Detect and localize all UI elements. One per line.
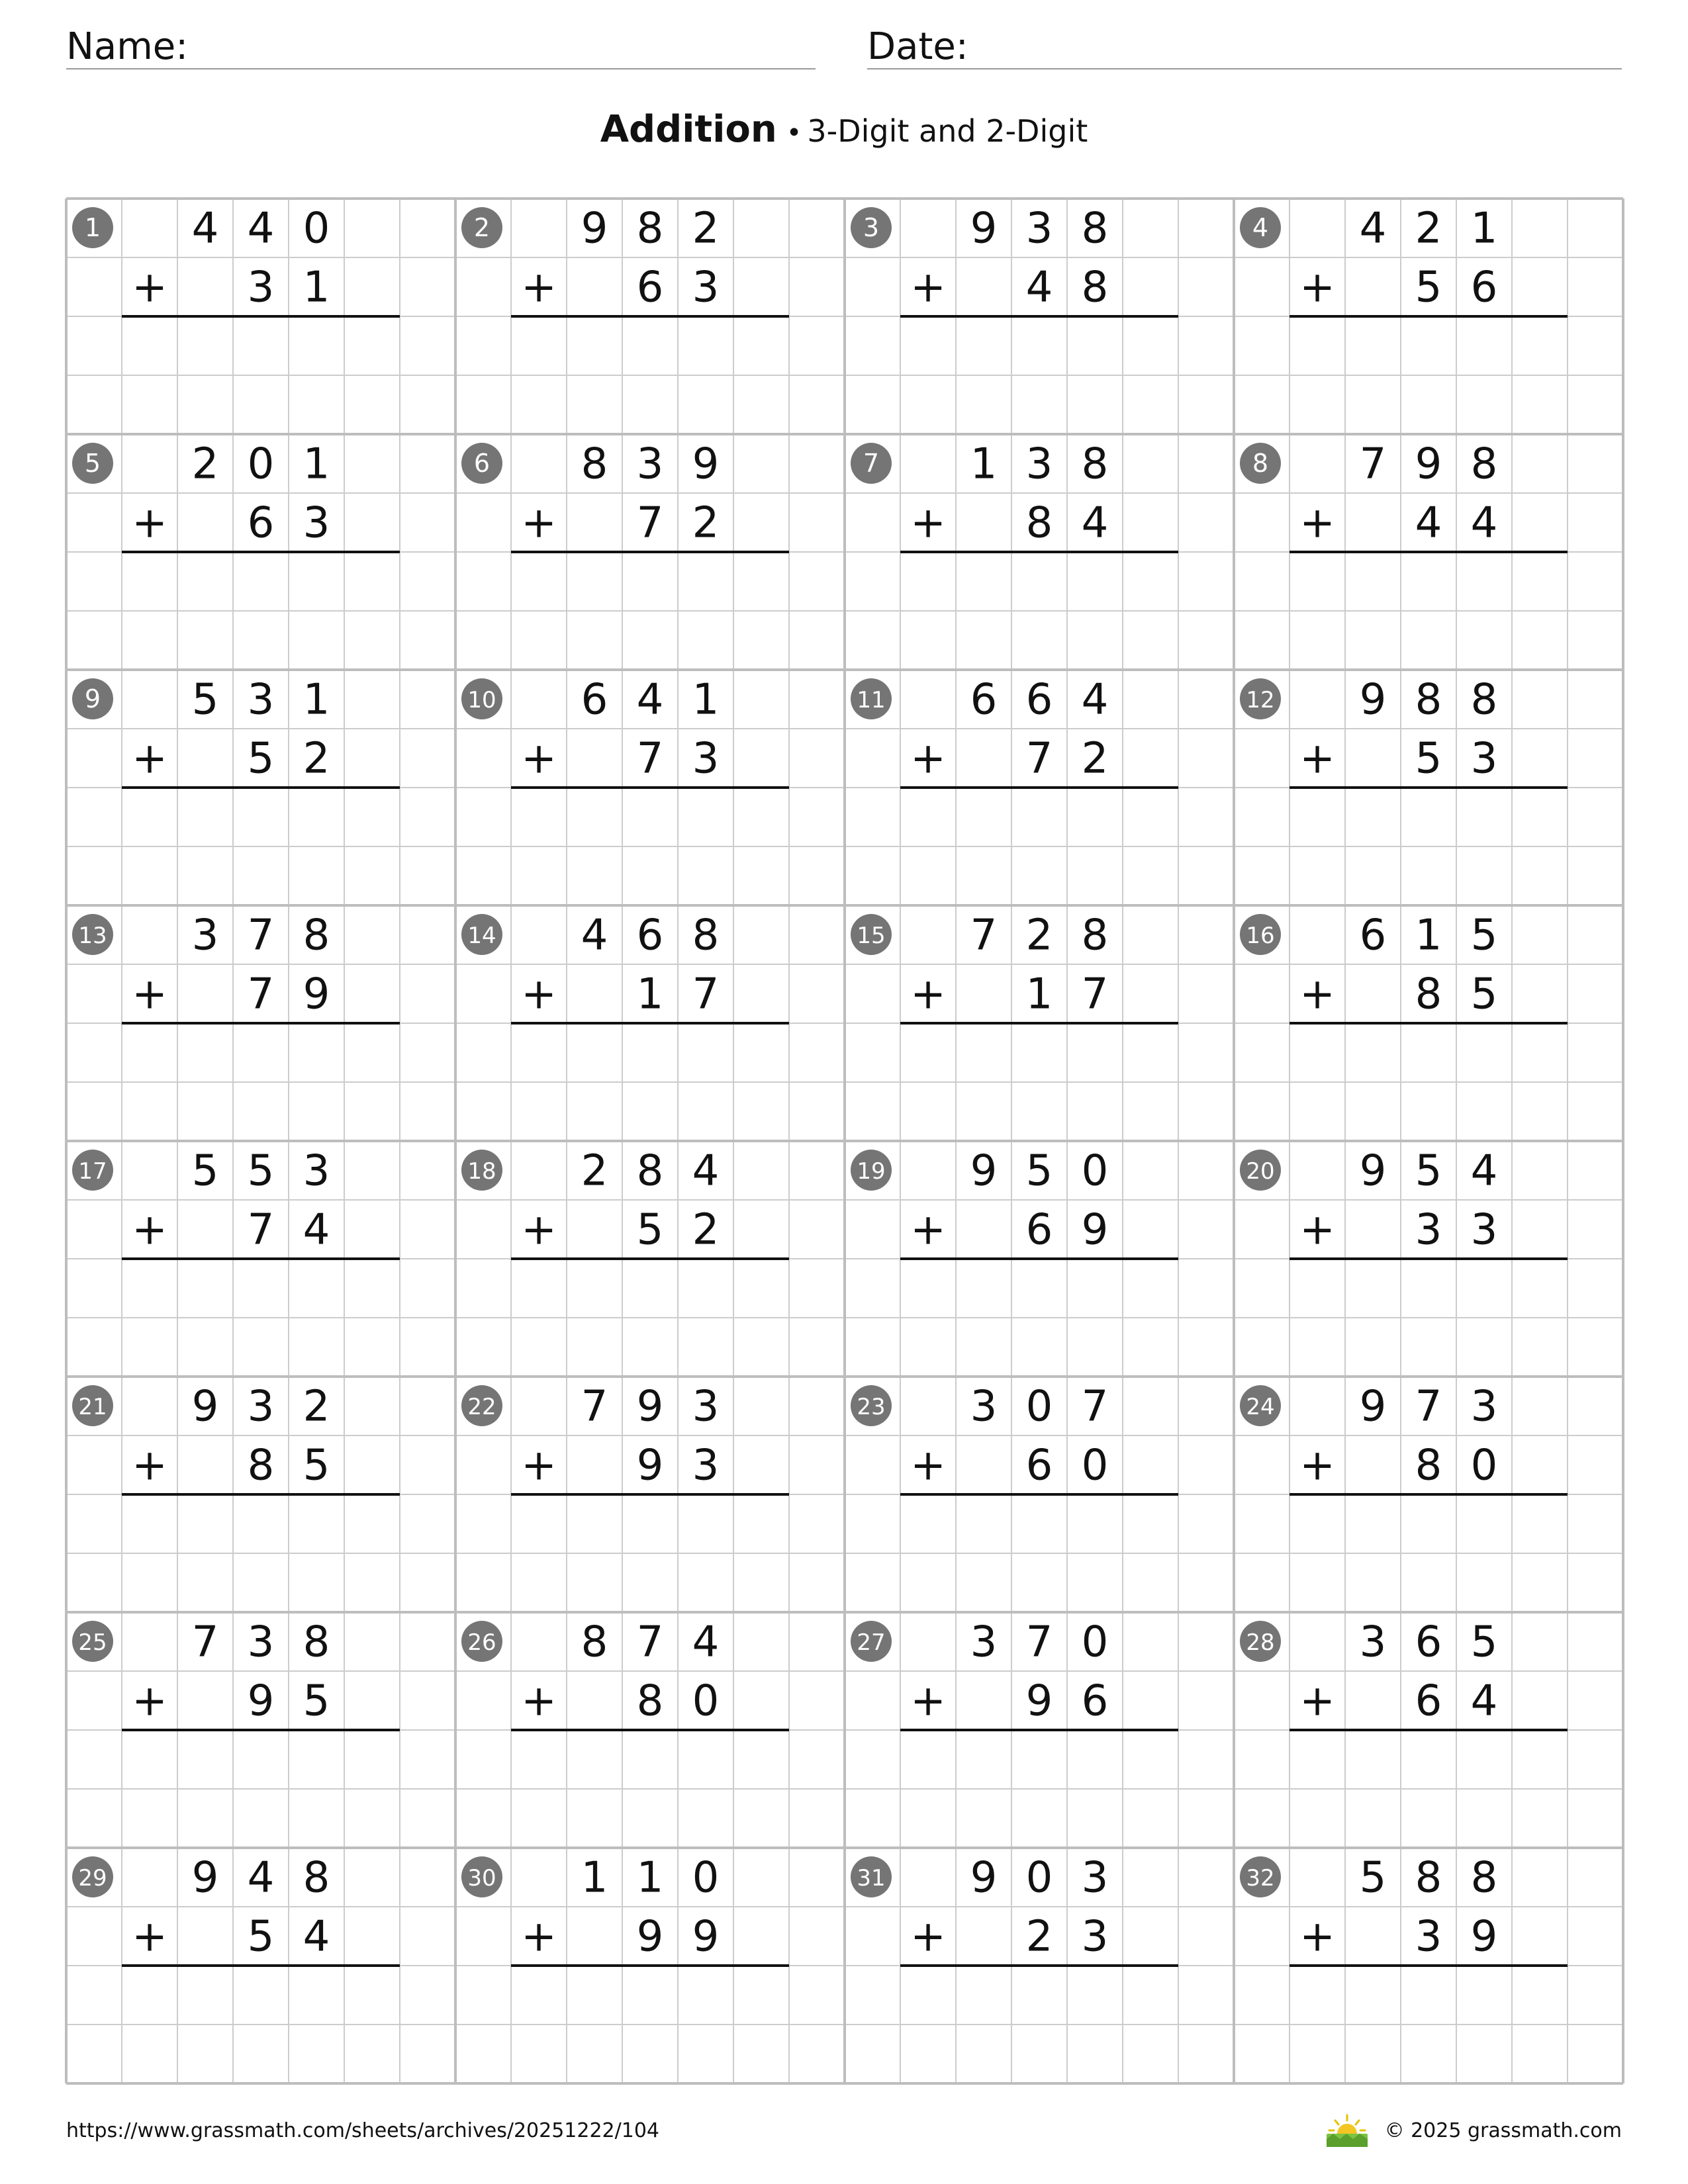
top-digit: 0 [1081, 1617, 1109, 1667]
problem-number: 30 [467, 1865, 496, 1891]
top-digit: 4 [1470, 1146, 1498, 1196]
bottom-digit: 2 [692, 498, 720, 548]
top-digit: 8 [1470, 675, 1498, 725]
plus-operator: + [1299, 1676, 1335, 1726]
top-digit: 6 [1415, 1617, 1442, 1667]
top-digit: 5 [1415, 1146, 1442, 1196]
bottom-digit: 2 [692, 1205, 720, 1255]
problem-number: 9 [84, 684, 101, 713]
problem-number: 17 [78, 1158, 107, 1185]
bottom-digit: 1 [303, 263, 330, 312]
top-digit: 3 [1025, 439, 1053, 489]
top-digit: 7 [581, 1382, 608, 1432]
plus-operator: + [521, 1676, 557, 1726]
problem-number: 20 [1246, 1158, 1275, 1185]
plus-operator: + [521, 498, 557, 548]
plus-operator: + [521, 970, 557, 1019]
bottom-digit: 7 [636, 734, 664, 784]
top-digit: 3 [247, 1382, 275, 1432]
bottom-digit: 3 [692, 263, 720, 312]
plus-operator: + [910, 970, 946, 1019]
bottom-digit: 7 [1081, 970, 1109, 1019]
plus-operator: + [1299, 1441, 1335, 1490]
plus-operator: + [132, 498, 167, 548]
plus-operator: + [1299, 970, 1335, 1019]
bottom-digit: 4 [303, 1912, 330, 1962]
top-digit: 7 [1025, 1617, 1053, 1667]
top-digit: 1 [1470, 204, 1498, 253]
top-digit: 8 [1415, 1853, 1442, 1903]
bottom-digit: 2 [303, 734, 330, 784]
top-digit: 8 [1081, 204, 1109, 253]
top-digit: 3 [970, 1617, 998, 1667]
top-digit: 3 [191, 911, 219, 960]
top-digit: 7 [1081, 1382, 1109, 1432]
top-digit: 4 [1081, 675, 1109, 725]
plus-operator: + [132, 1676, 167, 1726]
plus-operator: + [521, 734, 557, 784]
bottom-digit: 9 [247, 1676, 275, 1726]
bottom-digit: 3 [1470, 1205, 1498, 1255]
bottom-digit: 5 [303, 1676, 330, 1726]
top-digit: 4 [692, 1146, 720, 1196]
bottom-digit: 3 [692, 1441, 720, 1490]
bottom-digit: 7 [692, 970, 720, 1019]
bottom-digit: 4 [1415, 498, 1442, 548]
bottom-digit: 5 [636, 1205, 664, 1255]
bottom-digit: 7 [247, 1205, 275, 1255]
top-digit: 0 [247, 439, 275, 489]
bottom-digit: 5 [303, 1441, 330, 1490]
bottom-digit: 6 [1081, 1676, 1109, 1726]
top-digit: 9 [1359, 1146, 1387, 1196]
problem-number: 25 [78, 1629, 107, 1656]
problem-number: 2 [473, 213, 491, 242]
top-digit: 8 [581, 439, 608, 489]
problem-number: 26 [467, 1629, 496, 1656]
bottom-digit: 5 [247, 1912, 275, 1962]
top-digit: 6 [1025, 675, 1053, 725]
top-digit: 6 [970, 675, 998, 725]
top-digit: 3 [247, 675, 275, 725]
problem-number: 3 [863, 213, 880, 242]
problem-number: 5 [84, 449, 101, 478]
top-digit: 1 [581, 1853, 608, 1903]
top-digit: 9 [1415, 439, 1442, 489]
plus-operator: + [910, 1205, 946, 1255]
plus-operator: + [1299, 263, 1335, 312]
top-digit: 2 [1025, 911, 1053, 960]
bottom-digit: 5 [1470, 970, 1498, 1019]
bottom-digit: 1 [636, 970, 664, 1019]
top-digit: 3 [1025, 204, 1053, 253]
top-digit: 8 [1415, 675, 1442, 725]
top-digit: 0 [303, 204, 330, 253]
plus-operator: + [132, 1912, 167, 1962]
top-digit: 4 [636, 675, 664, 725]
top-digit: 1 [636, 1853, 664, 1903]
problem-number: 10 [467, 687, 496, 713]
bottom-digit: 6 [1025, 1441, 1053, 1490]
bottom-digit: 0 [1081, 1441, 1109, 1490]
problem-number: 4 [1252, 213, 1269, 242]
bottom-digit: 8 [1025, 498, 1053, 548]
plus-operator: + [132, 734, 167, 784]
problem-number: 28 [1246, 1629, 1275, 1656]
plus-operator: + [132, 263, 167, 312]
bottom-digit: 0 [1470, 1441, 1498, 1490]
problem-number: 7 [863, 449, 880, 478]
name-label: Name: [66, 25, 189, 68]
bottom-digit: 8 [247, 1441, 275, 1490]
bottom-digit: 3 [247, 263, 275, 312]
bottom-digit: 4 [1470, 1676, 1498, 1726]
top-digit: 2 [303, 1382, 330, 1432]
bottom-digit: 8 [636, 1676, 664, 1726]
bottom-digit: 4 [303, 1205, 330, 1255]
problem-number: 12 [1246, 687, 1275, 713]
top-digit: 9 [191, 1853, 219, 1903]
bottom-digit: 9 [636, 1441, 664, 1490]
top-digit: 9 [970, 204, 998, 253]
top-digit: 2 [1415, 204, 1442, 253]
bottom-digit: 3 [1415, 1912, 1442, 1962]
top-digit: 0 [1025, 1853, 1053, 1903]
top-digit: 3 [1470, 1382, 1498, 1432]
bottom-digit: 9 [303, 970, 330, 1019]
top-digit: 1 [1415, 911, 1442, 960]
top-digit: 8 [1470, 1853, 1498, 1903]
top-digit: 9 [581, 204, 608, 253]
bottom-digit: 9 [692, 1912, 720, 1962]
top-digit: 4 [247, 204, 275, 253]
problem-number: 21 [78, 1394, 107, 1420]
problem-number: 1 [84, 213, 101, 242]
top-digit: 7 [247, 911, 275, 960]
problem-number: 23 [857, 1394, 886, 1420]
top-digit: 8 [1081, 911, 1109, 960]
plus-operator: + [132, 1441, 167, 1490]
bottom-digit: 7 [247, 970, 275, 1019]
top-digit: 1 [303, 439, 330, 489]
top-digit: 8 [303, 1617, 330, 1667]
top-digit: 9 [970, 1853, 998, 1903]
plus-operator: + [132, 1205, 167, 1255]
plus-operator: + [521, 1205, 557, 1255]
top-digit: 4 [191, 204, 219, 253]
plus-operator: + [910, 1676, 946, 1726]
bottom-digit: 4 [1025, 263, 1053, 312]
problem-number: 29 [78, 1865, 107, 1891]
top-digit: 7 [636, 1617, 664, 1667]
top-digit: 2 [581, 1146, 608, 1196]
problem-number: 8 [1252, 449, 1269, 478]
plus-operator: + [910, 263, 946, 312]
bottom-digit: 2 [1081, 734, 1109, 784]
plus-operator: + [910, 734, 946, 784]
top-digit: 3 [303, 1146, 330, 1196]
sun-over-grass-icon [1324, 2113, 1370, 2150]
bottom-digit: 6 [1415, 1676, 1442, 1726]
bottom-digit: 5 [247, 734, 275, 784]
bottom-digit: 5 [1415, 263, 1442, 312]
bottom-digit: 5 [1415, 734, 1442, 784]
problem-number: 31 [857, 1865, 886, 1891]
top-digit: 1 [970, 439, 998, 489]
bottom-digit: 0 [692, 1676, 720, 1726]
problem-number: 24 [1246, 1394, 1275, 1420]
top-digit: 0 [692, 1853, 720, 1903]
top-digit: 3 [970, 1382, 998, 1432]
top-digit: 8 [581, 1617, 608, 1667]
date-label: Date: [867, 25, 968, 68]
bottom-digit: 1 [1025, 970, 1053, 1019]
problem-number: 18 [467, 1158, 496, 1185]
top-digit: 6 [1359, 911, 1387, 960]
plus-operator: + [521, 263, 557, 312]
top-digit: 9 [970, 1146, 998, 1196]
top-digit: 5 [247, 1146, 275, 1196]
top-digit: 3 [247, 1617, 275, 1667]
top-digit: 9 [636, 1382, 664, 1432]
plus-operator: + [1299, 498, 1335, 548]
plus-operator: + [910, 1912, 946, 1962]
top-digit: 0 [1081, 1146, 1109, 1196]
plus-operator: + [1299, 1912, 1335, 1962]
problem-number: 13 [78, 923, 107, 949]
top-digit: 1 [692, 675, 720, 725]
bottom-digit: 8 [1081, 263, 1109, 312]
problem-number: 19 [857, 1158, 886, 1185]
top-digit: 8 [636, 204, 664, 253]
plus-operator: + [1299, 734, 1335, 784]
top-digit: 4 [692, 1617, 720, 1667]
plus-operator: + [521, 1912, 557, 1962]
top-digit: 8 [303, 911, 330, 960]
top-digit: 6 [636, 911, 664, 960]
bottom-digit: 9 [1470, 1912, 1498, 1962]
top-digit: 4 [247, 1853, 275, 1903]
footer-url[interactable]: https://www.grassmath.com/sheets/archives/20251222/104 [66, 2119, 660, 2142]
bottom-digit: 3 [1081, 1912, 1109, 1962]
problem-number: 27 [857, 1629, 886, 1656]
top-digit: 0 [1025, 1382, 1053, 1432]
top-digit: 9 [692, 439, 720, 489]
top-digit: 8 [1470, 439, 1498, 489]
top-digit: 9 [1359, 675, 1387, 725]
problem-number: 15 [857, 923, 886, 949]
top-digit: 3 [636, 439, 664, 489]
bottom-digit: 3 [1470, 734, 1498, 784]
top-digit: 5 [1470, 911, 1498, 960]
bottom-digit: 6 [1025, 1205, 1053, 1255]
bottom-digit: 9 [1081, 1205, 1109, 1255]
plus-operator: + [521, 1441, 557, 1490]
bottom-digit: 8 [1415, 1441, 1442, 1490]
top-digit: 4 [581, 911, 608, 960]
top-digit: 7 [191, 1617, 219, 1667]
top-digit: 7 [1359, 439, 1387, 489]
top-digit: 5 [1470, 1617, 1498, 1667]
bottom-digit: 7 [1025, 734, 1053, 784]
top-digit: 5 [1025, 1146, 1053, 1196]
top-digit: 3 [1359, 1617, 1387, 1667]
top-digit: 3 [692, 1382, 720, 1432]
problem-number: 14 [467, 923, 496, 949]
top-digit: 9 [1359, 1382, 1387, 1432]
plus-operator: + [910, 498, 946, 548]
bottom-digit: 9 [636, 1912, 664, 1962]
top-digit: 9 [191, 1382, 219, 1432]
bottom-digit: 4 [1470, 498, 1498, 548]
top-digit: 4 [1359, 204, 1387, 253]
problem-number: 16 [1246, 923, 1275, 949]
plus-operator: + [1299, 1205, 1335, 1255]
bottom-digit: 8 [1415, 970, 1442, 1019]
top-digit: 6 [581, 675, 608, 725]
top-digit: 1 [303, 675, 330, 725]
problem-number: 22 [467, 1394, 496, 1420]
top-digit: 8 [636, 1146, 664, 1196]
top-digit: 8 [692, 911, 720, 960]
plus-operator: + [132, 970, 167, 1019]
bottom-digit: 2 [1025, 1912, 1053, 1962]
bottom-digit: 7 [636, 498, 664, 548]
top-digit: 8 [1081, 439, 1109, 489]
top-digit: 5 [191, 675, 219, 725]
bottom-digit: 3 [1415, 1205, 1442, 1255]
top-digit: 5 [1359, 1853, 1387, 1903]
footer-copyright: © 2025 grassmath.com [1384, 2119, 1622, 2142]
block-borders [66, 199, 1623, 2083]
title-main: Addition [600, 108, 777, 151]
top-digit: 8 [303, 1853, 330, 1903]
bottom-digit: 3 [303, 498, 330, 548]
top-digit: 2 [692, 204, 720, 253]
problem-number: 32 [1246, 1865, 1275, 1891]
title-subtitle: 3-Digit and 2-Digit [807, 113, 1088, 149]
top-digit: 2 [191, 439, 219, 489]
bottom-digit: 6 [636, 263, 664, 312]
problem-number: 11 [857, 687, 886, 713]
top-digit: 3 [1081, 1853, 1109, 1903]
plus-operator: + [910, 1441, 946, 1490]
top-digit: 7 [970, 911, 998, 960]
bottom-digit: 6 [1470, 263, 1498, 312]
title-bullet: • [786, 118, 802, 148]
bottom-digit: 6 [247, 498, 275, 548]
top-digit: 7 [1415, 1382, 1442, 1432]
bottom-digit: 3 [692, 734, 720, 784]
top-digit: 5 [191, 1146, 219, 1196]
problem-number: 6 [473, 449, 491, 478]
bottom-digit: 9 [1025, 1676, 1053, 1726]
bottom-digit: 4 [1081, 498, 1109, 548]
